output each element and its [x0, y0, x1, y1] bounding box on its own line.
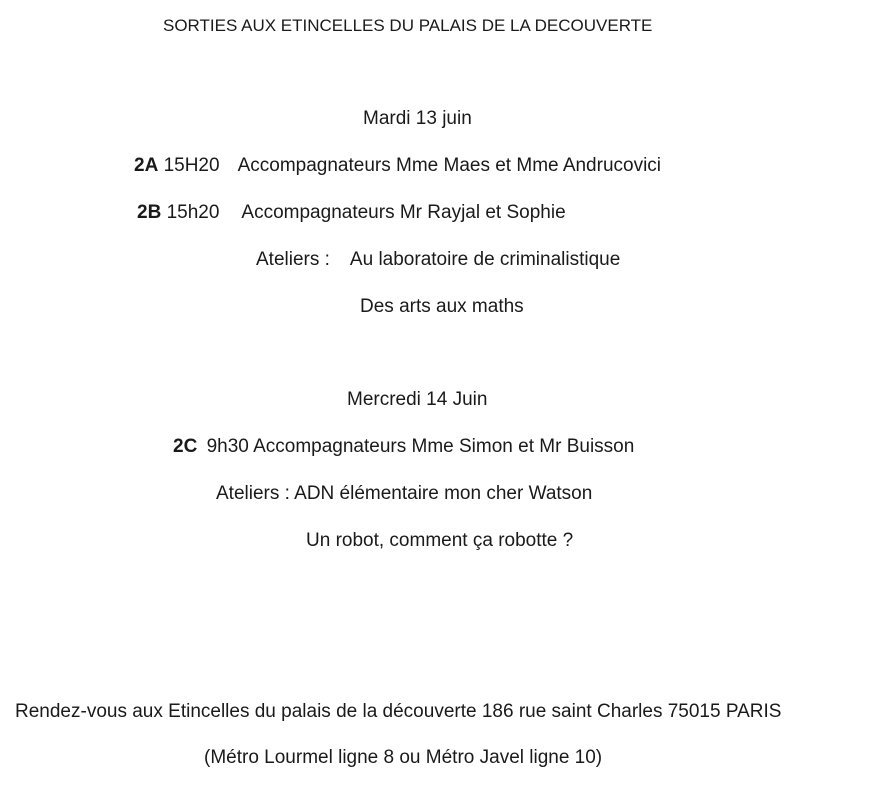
page-title: SORTIES AUX ETINCELLES DU PALAIS DE LA DECOUVERTE	[163, 16, 653, 35]
group-time: 15h20	[166, 202, 220, 223]
group-escorts: Accompagnateurs Mme Maes et Mme Andrucovici	[237, 155, 662, 176]
meeting-transport: (Métro Lourmel ligne 8 ou Métro Javel ligne 10)	[204, 747, 603, 768]
workshop-item: Au laboratoire de criminalistique	[349, 249, 621, 270]
workshops-label: Ateliers :	[216, 483, 290, 504]
workshops-label: Ateliers :	[256, 249, 330, 270]
workshop-item: ADN élémentaire mon cher Watson	[294, 483, 593, 504]
workshops-row-day2	[216, 482, 592, 506]
group-time: 9h30	[206, 436, 249, 457]
group-row-2a	[134, 154, 661, 178]
group-escorts: Accompagnateurs Mr Rayjal et Sophie	[241, 202, 566, 223]
group-class: 2B	[137, 202, 162, 223]
group-time: 15H20	[163, 155, 220, 176]
workshops-row-day1	[256, 248, 620, 272]
group-row-2b	[137, 201, 566, 225]
group-class: 2A	[134, 155, 159, 176]
day2-date: Mercredi 14 Juin	[347, 389, 488, 410]
group-class: 2C	[173, 436, 198, 457]
meeting-address: Rendez-vous aux Etincelles du palais de la découverte 186 rue saint Charles 75015 PARIS	[15, 701, 782, 722]
group-escorts: Accompagnateurs Mme Simon et Mr Buisson	[253, 436, 635, 457]
day1-date: Mardi 13 juin	[363, 108, 472, 129]
workshop-item: Un robot, comment ça robotte ?	[306, 530, 574, 551]
group-row-2c	[173, 435, 634, 459]
workshop-item: Des arts aux maths	[360, 296, 524, 317]
